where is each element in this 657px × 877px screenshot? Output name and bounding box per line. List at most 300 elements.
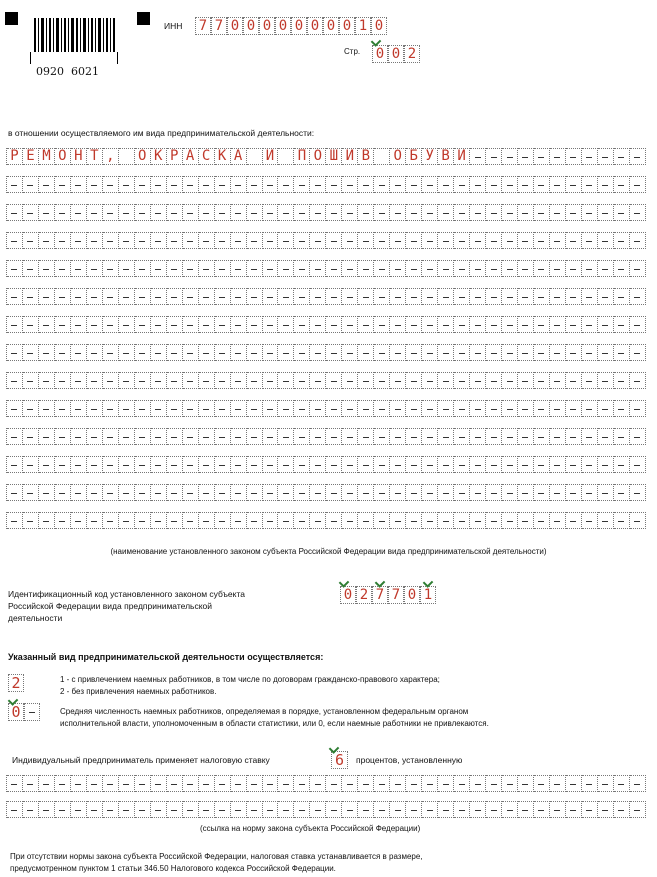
grid-cell <box>199 456 215 473</box>
grid-cell <box>502 148 518 165</box>
grid-cell <box>183 775 199 792</box>
grid-row <box>6 372 646 389</box>
grid-cell <box>598 775 614 792</box>
grid-cell <box>71 316 87 333</box>
grid-cell <box>183 801 199 818</box>
grid-cell <box>247 176 263 193</box>
grid-cell <box>550 801 566 818</box>
grid-cell <box>39 316 55 333</box>
grid-cell <box>614 775 630 792</box>
digit-cell: 0 <box>323 17 339 35</box>
grid-cell: , <box>103 148 119 165</box>
grid-cell <box>263 801 279 818</box>
grid-cell <box>470 148 486 165</box>
grid-cell <box>103 456 119 473</box>
grid-cell: У <box>422 148 438 165</box>
grid-cell <box>326 260 342 277</box>
grid-cell <box>231 428 247 445</box>
grid-cell <box>199 260 215 277</box>
grid-row <box>6 801 646 818</box>
grid-cell: И <box>454 148 470 165</box>
grid-cell <box>151 512 167 529</box>
grid-cell <box>183 204 199 221</box>
grid-cell <box>167 372 183 389</box>
grid-cell <box>23 512 39 529</box>
grid-cell <box>278 400 294 417</box>
grid-cell <box>71 344 87 361</box>
grid-cell <box>199 204 215 221</box>
grid-cell <box>502 456 518 473</box>
grid-cell <box>326 775 342 792</box>
grid-cell <box>7 316 23 333</box>
grid-cell <box>486 316 502 333</box>
grid-cell <box>23 344 39 361</box>
grid-cell <box>151 775 167 792</box>
grid-cell <box>263 176 279 193</box>
grid-cell <box>199 232 215 249</box>
grid-cell <box>23 176 39 193</box>
grid-cell <box>7 400 23 417</box>
grid-cell <box>566 260 582 277</box>
grid-cell <box>550 456 566 473</box>
grid-cell <box>502 232 518 249</box>
digit-cell: 1 <box>355 17 371 35</box>
grid-cell: О <box>310 148 326 165</box>
grid-cell <box>614 204 630 221</box>
digit-cell: 0 <box>340 586 356 604</box>
grid-cell <box>422 232 438 249</box>
grid-cell <box>614 801 630 818</box>
grid-cell <box>119 148 135 165</box>
grid-cell <box>582 801 598 818</box>
grid-cell <box>135 316 151 333</box>
grid-cell <box>7 372 23 389</box>
grid-cell <box>422 400 438 417</box>
grid-cell <box>550 372 566 389</box>
digit-cell: 2 <box>356 586 372 604</box>
rate-value-field[interactable]: 6 <box>331 751 348 769</box>
digit-cell: 0 <box>404 586 420 604</box>
grid-cell <box>598 204 614 221</box>
barcode-number: 0920 6021 <box>36 65 99 78</box>
grid-cell <box>454 176 470 193</box>
page-label: Стр. <box>344 47 361 56</box>
grid-cell <box>7 204 23 221</box>
grid-cell <box>294 260 310 277</box>
grid-cell <box>614 372 630 389</box>
grid-cell <box>215 428 231 445</box>
grid-cell <box>502 428 518 445</box>
rate-text-before: Индивидуальный предприниматель применяет налоговую ставку <box>12 755 270 765</box>
grid-cell <box>135 484 151 501</box>
grid-cell <box>582 400 598 417</box>
grid-cell <box>55 512 71 529</box>
grid-cell <box>278 260 294 277</box>
grid-cell <box>582 484 598 501</box>
grid-cell <box>103 512 119 529</box>
grid-cell <box>614 344 630 361</box>
grid-cell <box>39 232 55 249</box>
grid-cell <box>566 344 582 361</box>
headcount-field[interactable] <box>8 703 40 721</box>
grid-cell <box>231 204 247 221</box>
grid-row <box>6 400 646 417</box>
grid-cell <box>87 344 103 361</box>
grid-cell <box>310 260 326 277</box>
grid-row <box>6 428 646 445</box>
grid-cell <box>454 512 470 529</box>
grid-cell <box>263 232 279 249</box>
grid-cell <box>183 372 199 389</box>
grid-cell <box>454 801 470 818</box>
grid-cell <box>119 176 135 193</box>
headcount-value: 0 <box>8 703 24 721</box>
grid-cell <box>247 316 263 333</box>
grid-cell <box>358 316 374 333</box>
grid-cell <box>23 801 39 818</box>
grid-cell <box>502 204 518 221</box>
digit-cell: 0 <box>372 45 388 63</box>
grid-cell <box>470 288 486 305</box>
grid-cell <box>518 260 534 277</box>
grid-cell <box>342 400 358 417</box>
grid-cell <box>7 484 23 501</box>
grid-cell <box>135 288 151 305</box>
grid-cell <box>566 148 582 165</box>
grid-cell <box>486 372 502 389</box>
grid-cell <box>87 484 103 501</box>
grid-cell <box>566 428 582 445</box>
grid-cell <box>103 400 119 417</box>
digit-cell: 2 <box>404 45 420 63</box>
grid-cell <box>215 484 231 501</box>
grid-cell <box>55 372 71 389</box>
grid-row <box>6 512 646 529</box>
grid-cell <box>310 316 326 333</box>
grid-cell <box>87 204 103 221</box>
grid-cell <box>278 428 294 445</box>
grid-cell <box>406 428 422 445</box>
grid-cell <box>534 400 550 417</box>
grid-cell <box>167 288 183 305</box>
grid-cell <box>326 316 342 333</box>
grid-cell <box>486 204 502 221</box>
grid-cell <box>422 801 438 818</box>
grid-cell: В <box>358 148 374 165</box>
grid-cell <box>518 148 534 165</box>
grid-row <box>6 344 646 361</box>
grid-cell <box>614 232 630 249</box>
grid-cell: О <box>135 148 151 165</box>
grid-cell <box>103 484 119 501</box>
digit-cell: 7 <box>372 586 388 604</box>
grid-cell <box>103 801 119 818</box>
grid-cell: О <box>55 148 71 165</box>
grid-cell <box>119 456 135 473</box>
grid-cell <box>231 456 247 473</box>
grid-cell <box>55 232 71 249</box>
grid-cell <box>119 400 135 417</box>
barcode <box>30 18 118 64</box>
grid-cell <box>87 176 103 193</box>
grid-cell <box>23 456 39 473</box>
grid-cell <box>326 512 342 529</box>
inn-field[interactable] <box>195 17 387 35</box>
grid-cell <box>247 260 263 277</box>
grid-cell <box>518 232 534 249</box>
grid-cell <box>151 428 167 445</box>
grid-cell <box>55 428 71 445</box>
grid-cell <box>438 232 454 249</box>
grid-cell <box>55 775 71 792</box>
grid-cell <box>534 428 550 445</box>
grid-cell <box>151 316 167 333</box>
grid-cell <box>486 176 502 193</box>
grid-cell <box>566 232 582 249</box>
grid-cell <box>390 428 406 445</box>
grid-cell <box>183 400 199 417</box>
grid-cell <box>566 775 582 792</box>
grid-cell: К <box>215 148 231 165</box>
grid-cell <box>454 204 470 221</box>
grid-cell <box>199 484 215 501</box>
grid-cell <box>183 512 199 529</box>
grid-cell <box>390 232 406 249</box>
grid-cell <box>294 372 310 389</box>
grid-cell <box>342 775 358 792</box>
grid-cell <box>247 400 263 417</box>
grid-cell <box>630 176 646 193</box>
grid-cell <box>406 316 422 333</box>
grid-cell <box>438 400 454 417</box>
conducted-value-field[interactable]: 2 <box>8 674 24 692</box>
grid-cell <box>470 428 486 445</box>
grid-cell <box>406 400 422 417</box>
conducted-option-2: 2 - без привлечения наемных работников. <box>60 687 217 696</box>
grid-cell <box>231 176 247 193</box>
grid-cell <box>247 512 263 529</box>
activity-code-field[interactable] <box>340 586 436 604</box>
activity-caption: (наименование установленного законом субъекта Российской Федерации вида предпринимательской деятельности) <box>110 547 547 556</box>
grid-cell <box>454 456 470 473</box>
page-number-field[interactable] <box>372 45 420 63</box>
grid-cell <box>263 456 279 473</box>
grid-cell <box>438 372 454 389</box>
grid-cell <box>151 204 167 221</box>
grid-cell <box>630 260 646 277</box>
corner-marker-right <box>137 12 150 25</box>
grid-cell <box>486 260 502 277</box>
grid-cell <box>598 260 614 277</box>
grid-cell <box>231 372 247 389</box>
grid-cell <box>438 316 454 333</box>
grid-cell <box>550 484 566 501</box>
grid-cell <box>374 176 390 193</box>
grid-cell <box>294 484 310 501</box>
grid-cell <box>55 801 71 818</box>
grid-cell <box>374 204 390 221</box>
grid-cell <box>39 512 55 529</box>
grid-cell <box>342 176 358 193</box>
grid-cell <box>630 775 646 792</box>
grid-cell: К <box>151 148 167 165</box>
grid-cell <box>87 260 103 277</box>
grid-cell <box>310 456 326 473</box>
grid-cell <box>7 456 23 473</box>
grid-cell <box>502 775 518 792</box>
grid-cell <box>454 400 470 417</box>
grid-cell <box>630 372 646 389</box>
grid-cell <box>582 288 598 305</box>
grid-cell <box>326 484 342 501</box>
grid-cell: И <box>342 148 358 165</box>
grid-row <box>6 260 646 277</box>
grid-cell <box>502 372 518 389</box>
digit-cell: 7 <box>388 586 404 604</box>
grid-cell <box>247 372 263 389</box>
activity-intro: в отношении осуществляемого им вида предпринимательской деятельности: <box>8 128 315 138</box>
grid-cell <box>71 400 87 417</box>
grid-cell: В <box>438 148 454 165</box>
headcount-text-2: исполнительной власти, уполномоченным в области статистики, или 0, если наемные работники не привлекаются. <box>60 719 489 728</box>
grid-cell <box>278 148 294 165</box>
grid-cell <box>39 400 55 417</box>
grid-cell <box>502 484 518 501</box>
grid-cell <box>534 372 550 389</box>
grid-cell <box>438 288 454 305</box>
grid-cell <box>438 428 454 445</box>
grid-cell <box>630 400 646 417</box>
grid-cell <box>7 288 23 305</box>
digit-cell: 0 <box>259 17 275 35</box>
grid-cell <box>518 484 534 501</box>
grid-cell <box>183 288 199 305</box>
grid-cell <box>215 801 231 818</box>
conducted-heading: Указанный вид предпринимательской деятельности осуществляется: <box>8 652 324 662</box>
grid-cell <box>518 176 534 193</box>
grid-cell <box>422 176 438 193</box>
grid-cell <box>23 775 39 792</box>
grid-cell <box>294 428 310 445</box>
grid-cell <box>390 204 406 221</box>
grid-cell <box>278 176 294 193</box>
grid-cell <box>518 512 534 529</box>
grid-cell <box>630 316 646 333</box>
grid-cell <box>550 148 566 165</box>
grid-cell <box>183 232 199 249</box>
grid-cell <box>23 372 39 389</box>
grid-cell <box>278 456 294 473</box>
grid-cell <box>374 260 390 277</box>
grid-cell <box>55 456 71 473</box>
grid-cell <box>486 288 502 305</box>
grid-cell <box>71 288 87 305</box>
grid-cell <box>278 801 294 818</box>
grid-cell <box>358 372 374 389</box>
grid-row <box>6 148 646 165</box>
grid-cell: М <box>39 148 55 165</box>
grid-cell <box>103 344 119 361</box>
conducted-option-1: 1 - с привлечением наемных работников, в том числе по договорам гражданско-правового характера; <box>60 675 440 684</box>
grid-cell <box>263 288 279 305</box>
grid-cell <box>598 456 614 473</box>
grid-cell <box>358 775 374 792</box>
grid-cell <box>215 232 231 249</box>
grid-cell <box>215 288 231 305</box>
grid-cell <box>199 288 215 305</box>
grid-cell <box>294 316 310 333</box>
grid-cell <box>39 344 55 361</box>
grid-cell <box>135 456 151 473</box>
grid-cell <box>247 288 263 305</box>
grid-cell <box>582 148 598 165</box>
grid-cell <box>358 288 374 305</box>
grid-cell <box>183 260 199 277</box>
code-label-3: деятельности <box>8 613 63 623</box>
grid-cell <box>278 344 294 361</box>
grid-cell <box>518 428 534 445</box>
grid-cell <box>518 400 534 417</box>
grid-cell <box>390 512 406 529</box>
grid-cell <box>630 148 646 165</box>
grid-cell <box>550 204 566 221</box>
grid-cell <box>598 344 614 361</box>
grid-cell <box>358 232 374 249</box>
grid-cell <box>358 428 374 445</box>
grid-cell <box>39 428 55 445</box>
grid-cell <box>534 204 550 221</box>
digit-cell: 0 <box>388 45 404 63</box>
grid-cell <box>294 204 310 221</box>
footer-line-1: При отсутствии нормы закона субъекта Российской Федерации, налоговая ставка устанавливается в размере, <box>10 852 423 861</box>
grid-cell <box>582 316 598 333</box>
grid-cell <box>215 176 231 193</box>
grid-cell <box>310 232 326 249</box>
grid-cell <box>454 428 470 445</box>
grid-cell <box>199 176 215 193</box>
rate-caption: (ссылка на норму закона субъекта Российской Федерации) <box>200 824 421 833</box>
grid-cell <box>550 428 566 445</box>
grid-cell <box>566 176 582 193</box>
grid-cell <box>326 428 342 445</box>
grid-cell <box>119 428 135 445</box>
grid-cell <box>294 288 310 305</box>
grid-cell <box>310 775 326 792</box>
grid-cell <box>87 288 103 305</box>
grid-cell <box>71 176 87 193</box>
grid-cell <box>534 260 550 277</box>
grid-cell <box>87 316 103 333</box>
grid-cell <box>518 801 534 818</box>
grid-cell <box>614 316 630 333</box>
grid-cell <box>470 775 486 792</box>
grid-cell <box>247 148 263 165</box>
grid-cell <box>199 316 215 333</box>
grid-cell <box>199 344 215 361</box>
grid-cell <box>374 801 390 818</box>
grid-cell <box>470 400 486 417</box>
grid-cell <box>263 372 279 389</box>
grid-cell <box>263 204 279 221</box>
grid-cell <box>135 176 151 193</box>
grid-cell <box>486 484 502 501</box>
grid-cell <box>263 775 279 792</box>
grid-cell <box>486 512 502 529</box>
grid-cell <box>614 176 630 193</box>
grid-cell <box>87 775 103 792</box>
grid-cell <box>39 372 55 389</box>
grid-cell <box>406 260 422 277</box>
